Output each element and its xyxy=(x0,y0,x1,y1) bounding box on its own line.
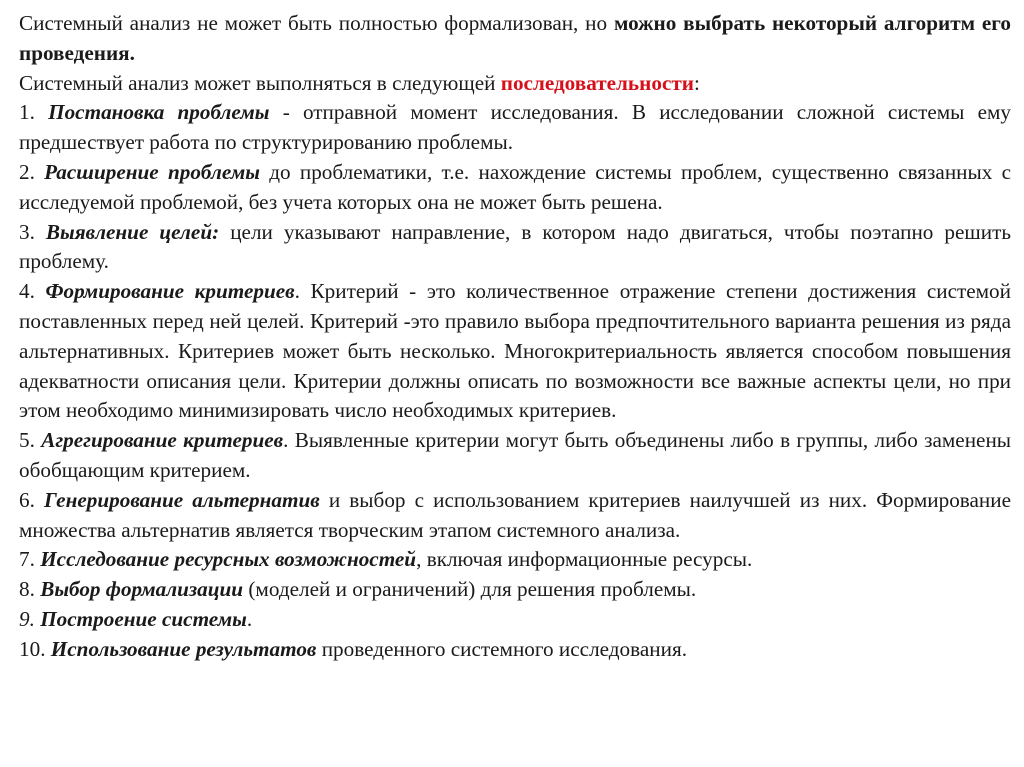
intro-paragraph-1 xyxy=(19,9,1011,69)
step-number: 5. xyxy=(19,428,42,453)
step-text: (моделей и ограничений) для решения проблемы. xyxy=(243,577,697,602)
sequence-highlight: последовательности xyxy=(500,70,694,95)
step-2 xyxy=(19,158,1011,218)
step-number: 6. xyxy=(19,487,45,512)
step-number: 9. xyxy=(19,606,41,631)
step-text: цели указывают направление, в котором надо двигаться, чтобы поэтапно решить проблему. xyxy=(19,219,1011,274)
step-7 xyxy=(19,545,1011,575)
step-number: 4. xyxy=(19,279,46,304)
intro-text: Системный анализ не может быть полностью формализован, но xyxy=(19,11,614,35)
step-text: - отправной момент исследования. В исследовании сложной системы ему предшествует работа по структурированию проблемы. xyxy=(19,100,1011,155)
step-number: 1. xyxy=(19,100,49,125)
step-title: Генерирование альтернатив xyxy=(44,487,320,512)
step-9 xyxy=(19,605,1011,635)
step-text: . Критерий - это количественное отражение степени достижения системой поставленных перед ней целей. Критерий -это правило выбора предпочтительного варианта решения из ряда альтернативных. Критериев может быть несколько. Многокритериальность является способом повышения адекватности описания цели. Критерии должны описать по возможности все важные аспекты цели, но при этом необходимо минимизировать число необходимых критериев. xyxy=(19,279,1011,423)
step-title: Выявление целей: xyxy=(45,219,220,244)
step-1 xyxy=(19,98,1011,158)
step-text: до проблематики, т.е. нахождение системы проблем, существенно связанных с исследуемой проблемой, без учета которых она не может быть решена. xyxy=(19,159,1012,214)
step-number: 8. xyxy=(19,577,41,602)
step-4 xyxy=(19,277,1011,426)
step-title: Исследование ресурсных возможностей xyxy=(40,547,417,572)
step-title: Расширение проблемы xyxy=(44,159,260,184)
step-8 xyxy=(19,575,1011,605)
step-number: 2. xyxy=(19,159,45,184)
step-text: . Выявленные критерии могут быть объединены либо в группы, либо заменены обобщающим критерием. xyxy=(19,428,1012,482)
step-6 xyxy=(19,486,1011,546)
step-text: и выбор с использованием критериев наилучшей из них. Формирование множества альтернатив является творческим этапом системного анализа. xyxy=(19,487,1011,542)
step-title: Выбор формализации xyxy=(40,577,244,602)
intro-emphasis: можно выбрать некоторый алгоритм его проведения. xyxy=(19,11,1011,65)
intro-text: Системный анализ может выполняться в следующей xyxy=(19,70,501,95)
step-text: . xyxy=(246,606,253,631)
step-3 xyxy=(19,218,1011,278)
step-title: Формирование критериев xyxy=(45,279,295,304)
step-title: Агрегирование критериев xyxy=(41,428,284,453)
step-5 xyxy=(19,426,1011,486)
step-number: 7. xyxy=(19,547,41,572)
intro-paragraph-2: Системный анализ может выполняться в следующей последовательности: xyxy=(19,70,700,95)
step-text: , включая информационные ресурсы. xyxy=(416,547,753,572)
step-title: Построение системы xyxy=(40,606,247,631)
step-number: 3. xyxy=(19,219,46,244)
document-body xyxy=(19,9,1011,665)
step-number: 10. xyxy=(19,636,51,661)
step-text: проведенного системного исследования. xyxy=(316,636,687,661)
step-title: Постановка проблемы xyxy=(48,100,270,125)
step-title: Использование результатов xyxy=(50,636,317,661)
step-10 xyxy=(19,635,1011,665)
